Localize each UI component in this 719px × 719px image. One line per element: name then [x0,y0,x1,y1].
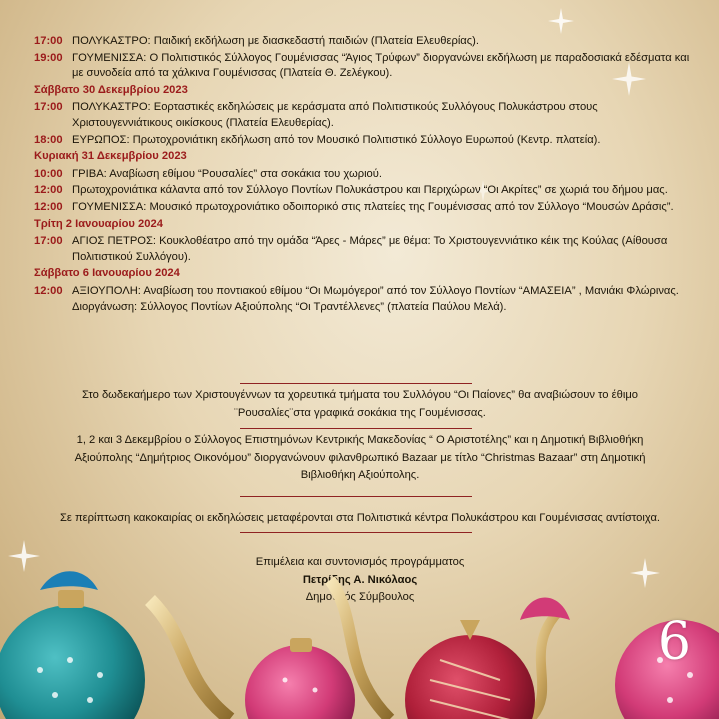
event-item [34,200,694,216]
event-item [34,133,694,149]
event-item [34,100,694,131]
divider [240,383,472,384]
event-time: 12:00 [34,284,63,297]
event-text: Πρωτοχρονιάτικα κάλαντα από τον Σύλλογο Ποντίων Πολυκάστρου και Περιχώρων “Οι Ακρίτες” σε χωριά του δήμου μας. [72,184,668,197]
event-time: 12:00 [34,200,63,213]
bazaar-note: 1, 2 και 3 Δεκεμβρίου ο Σύλλογος Επιστημόνων Κεντρικής Μακεδονίας “ Ο Αριστοτέλης” και η Δημοτική Βιβλιοθήκη Αξιούπολης “Δημήτριος Οικονόμου” διοργανώνουν φιλανθρωπικό Bazaar με τίτλο “Christmas Bazaar” στη Δημοτική Βιβλιοθήκη Αξιούπολης. [74,434,646,481]
event-time: 17:00 [34,101,63,114]
christmas-ornaments-image [0,560,719,719]
event-text: ΓΟΥΜΕΝΙΣΣΑ: Ο Πολιτιστικός Σύλλογος Γουμένισσας “Άγιος Τρύφων” διοργανώνει εκδήλωση με παραδοσιακά εδέσματα και με συνοδεία από τα χάλκινα Γουμένισσας (Πλατεία Θ. Ζελέγκου). [72,51,690,80]
event-text: ΕΥΡΩΠΟΣ: Πρωτοχρονιάτικη εκδήλωση από τον Μουσικό Πολιτιστικό Σύλλογο Ευρωπού (Κεντρ. πλατεία). [72,133,601,146]
event-item [34,51,694,82]
event-text: ΑΓΙΟΣ ΠΕΤΡΟΣ: Κουκλοθέατρο από την ομάδα “Άρες - Μάρες” με θέμα: Το Χριστουγεννιάτικο κέικ της Κούλας (Αίθουσα Πολιτιστικού Συλλόγου). [72,235,668,263]
event-time: 18:00 [34,133,63,146]
event-item [34,167,694,183]
event-text: ΓΡΙΒΑ: Αναβίωση εθίμου “Ρουσαλίες” στα σοκάκια του χωριού. [72,167,383,180]
weather-note: Σε περίπτωση κακοκαιρίας οι εκδηλώσεις μεταφέρονται στα Πολιτιστικά κέντρα Πολυκάστρου και Γουμένισσας αντίστοιχα. [59,512,661,524]
event-text: ΑΞΙΟΥΠΟΛΗ: Αναβίωση του ποντιακού εθίμου “Οι Μωμόγεροι” από τον Σύλλογο Ποντίων “ΑΜΑΣΕΙΑ” , Μανιάκι Φλώρινας. Διοργάνωση: Σύλλογος Ποντίων Αξιούπολης “Οι Τραντέλλενες” (πλατεία Παύλου Μελά). [72,284,679,313]
schedule-list [34,34,694,316]
event-time: 12:00 [34,184,63,197]
event-time: 17:00 [34,35,63,47]
day-heading: Τρίτη 2 Ιανουαρίου 2024 [34,217,163,230]
event-item [34,34,694,50]
divider [240,428,472,429]
event-text: ΠΟΛΥΚΑΣΤΡΟ: Εορταστικές εκδηλώσεις με κεράσματα από Πολιτιστικούς Συλλόγους Πολυκάστρου στους Χριστουγεννιάτικους οικίσκους (Πλατεία Ελευθερίας). [72,101,598,129]
event-time: 17:00 [34,235,63,248]
day-heading: Σάββατο 30 Δεκεμβρίου 2023 [34,83,188,96]
credits-name: Πετρίδης Α. Νικόλαος [302,573,418,586]
event-item [34,284,694,315]
event-time: 10:00 [34,167,63,180]
divider [240,496,472,497]
dodecameron-note: Στο δωδεκαήμερο των Χριστουγέννων τα χορευτικά τμήματα του Συλλόγου “Οι Παίονες” θα αναβιώσουν το έθιμο ¨Ρουσαλίες¨στα γραφικά σοκάκια της Γουμένισσας. [81,389,638,419]
day-heading: Κυριακή 31 Δεκεμβρίου 2023 [34,150,187,163]
event-item [34,234,694,265]
day-heading: Σάββατο 6 Ιανουαρίου 2024 [34,267,180,280]
credits-line: Επιμέλεια και συντονισμός προγράμματος [255,556,465,568]
event-text: ΠΟΛΥΚΑΣΤΡΟ: Παιδική εκδήλωση με διασκεδαστή παιδιών (Πλατεία Ελευθερίας). [72,35,479,47]
sparkle-icon [548,8,574,34]
page-number: 6 [657,612,691,672]
event-time: 19:00 [34,51,63,64]
event-text: ΓΟΥΜΕΝΙΣΣΑ: Μουσικό πρωτοχρονιάτικο οδοιπορικό στις πλατείες της Γουμένισσας από τον Σύλλογο “Μουσών Δράσις”. [72,200,674,213]
credits-role: Δημοτικός Σύμβουλος [305,591,415,603]
divider [240,532,472,533]
event-item [34,183,694,199]
